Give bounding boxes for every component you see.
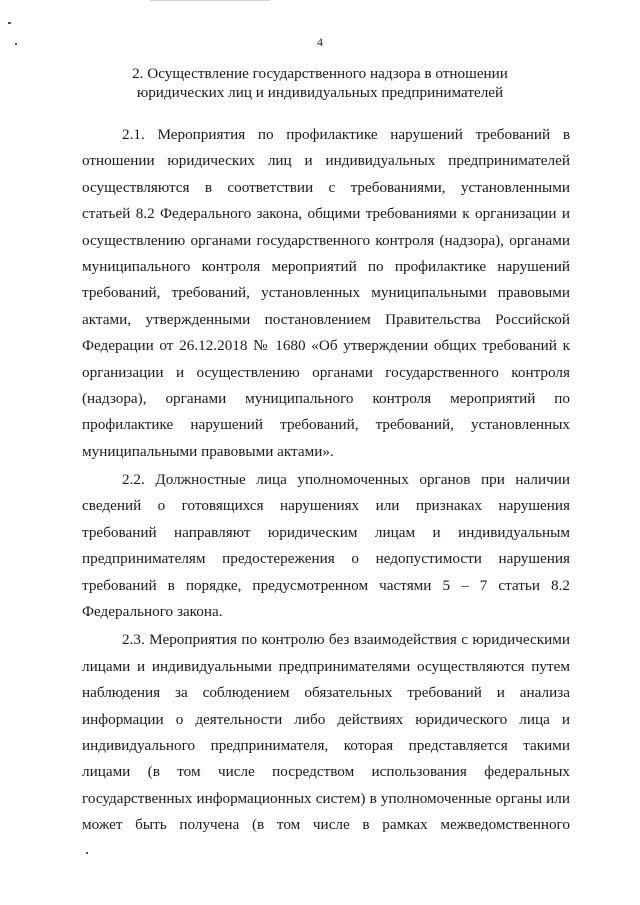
text-line: 2.2. Должностные лица уполномоченных органов при наличии xyxy=(122,471,570,489)
text-line: муниципального контроля мероприятий по профилактике нарушений xyxy=(82,257,570,275)
text-line: статьей 8.2 Федерального закона, общими требованиями к организации и xyxy=(82,205,570,223)
section-heading-line: 2. Осуществление государственного надзора в отношении xyxy=(132,65,508,82)
scan-artifact-dot xyxy=(8,22,11,24)
text-line: 2.3. Мероприятия по контролю без взаимодействия с юридическими xyxy=(122,631,570,649)
page-number: 4 xyxy=(317,35,323,49)
text-line: информации о деятельности либо действиях юридического лица и xyxy=(82,710,570,728)
text-line: муниципальными правовыми актами». xyxy=(82,442,334,460)
text-line: лицами и индивидуальными предпринимателями осуществляются путем xyxy=(82,657,570,675)
text-line: осуществлению органами государственного контроля (надзора), органами xyxy=(82,231,570,249)
section-heading xyxy=(90,64,550,102)
text-line: организации и осуществлению органами государственного контроля xyxy=(82,363,570,381)
text-line: государственных информационных систем) в уполномоченные органы или xyxy=(82,789,570,807)
section-heading-line: юридических лиц и индивидуальных предпринимателей xyxy=(136,84,504,101)
scan-artifact-dot xyxy=(86,852,88,854)
text-line: Федерации от 26.12.2018 № 1680 «Об утверждении общих требований к xyxy=(82,337,570,355)
text-line: требований, требований, установленных муниципальными правовыми xyxy=(82,284,570,302)
text-line: (надзора), органами муниципального контроля мероприятий по xyxy=(82,389,570,407)
scan-artifact-line xyxy=(150,0,270,1)
text-line: требований в порядке, предусмотренном частями 5 – 7 статьи 8.2 xyxy=(82,576,570,594)
text-line: лицами (в том числе посредством использования федеральных xyxy=(82,763,570,781)
document-body xyxy=(82,122,570,841)
text-line: осуществляются в соответствии с требованиями, установленными xyxy=(82,178,570,196)
text-line: актами, утвержденными постановлением Правительства Российской xyxy=(82,310,570,328)
text-line: сведений о готовящихся нарушениях или признаках нарушения xyxy=(82,497,570,515)
text-line: профилактике нарушений требований, требований, установленных xyxy=(82,416,570,434)
paragraph-3 xyxy=(82,627,570,838)
text-line: 2.1. Мероприятия по профилактике нарушений требований в xyxy=(122,126,570,143)
paragraph-2 xyxy=(82,467,570,625)
text-line: отношении юридических лиц и индивидуальных предпринимателей xyxy=(82,152,570,170)
text-line: требований направляют юридическим лицам и индивидуальным xyxy=(82,523,570,541)
text-line: Федерального закона. xyxy=(82,603,223,621)
text-line: наблюдения за соблюдением обязательных требований и анализа xyxy=(82,684,570,702)
text-line: индивидуального предпринимателя, которая представляется такими xyxy=(82,736,570,754)
text-line: может быть получена (в том числе в рамках межведомственного xyxy=(82,816,570,834)
text-line: предпринимателям предостережения о недопустимости нарушения xyxy=(82,550,570,568)
paragraph-1 xyxy=(82,122,570,465)
